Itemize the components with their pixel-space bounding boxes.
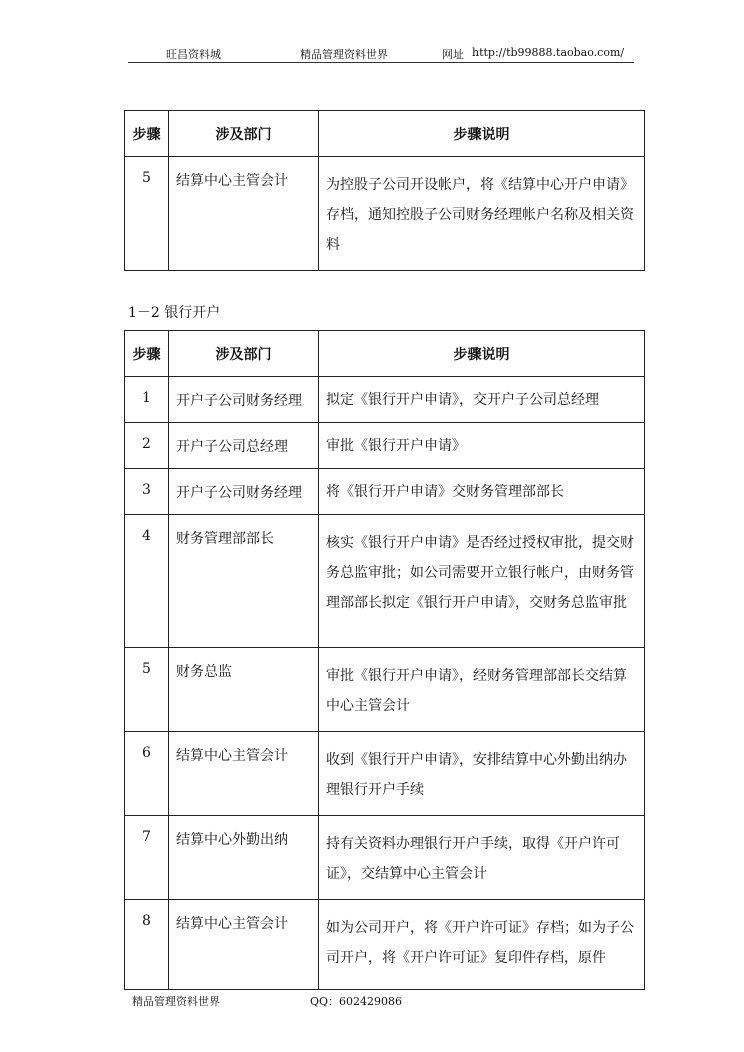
department: 财务总监	[169, 648, 319, 732]
table-bank-account-opening	[124, 330, 645, 990]
step-number: 2	[125, 423, 169, 469]
page-header	[128, 44, 634, 63]
table-row	[125, 377, 645, 423]
step-description: 如为公司开户，将《开户许可证》存档；如为子公司开户，将《开户许可证》复印件存档，原件	[319, 900, 645, 990]
step-description: 收到《银行开户申请》，安排结算中心外勤出纳办理银行开户手续	[319, 732, 645, 816]
table-row	[125, 469, 645, 515]
table-header-row	[125, 111, 645, 157]
footer-qq: QQ：602429086	[310, 995, 403, 1008]
table-row	[125, 816, 645, 900]
table-row	[125, 648, 645, 732]
footer-tagline: 精品管理资料世界	[132, 995, 220, 1008]
department: 结算中心主管会计	[169, 157, 319, 271]
header-url-label: 网址	[442, 48, 464, 61]
col-header-dept: 涉及部门	[169, 111, 319, 157]
step-number: 5	[125, 648, 169, 732]
table-row	[125, 900, 645, 990]
department: 开户子公司总经理	[169, 423, 319, 469]
department: 结算中心外勤出纳	[169, 816, 319, 900]
step-number: 8	[125, 900, 169, 990]
col-header-desc: 步骤说明	[319, 331, 645, 377]
department: 开户子公司财务经理	[169, 377, 319, 423]
step-number: 4	[125, 515, 169, 648]
col-header-step: 步骤	[125, 111, 169, 157]
step-description: 拟定《银行开户申请》，交开户子公司总经理	[319, 377, 645, 423]
step-description: 核实《银行开户申请》是否经过授权审批，提交财务总监审批；如公司需要开立银行帐户，由财务管理部部长拟定《银行开户申请》，交财务总监审批	[319, 515, 645, 648]
department: 结算中心主管会计	[169, 732, 319, 816]
table-row	[125, 732, 645, 816]
col-header-step: 步骤	[125, 331, 169, 377]
step-number: 3	[125, 469, 169, 515]
step-number: 6	[125, 732, 169, 816]
col-header-desc: 步骤说明	[319, 111, 645, 157]
header-tagline: 精品管理资料世界	[300, 48, 388, 61]
table-account-opening-continued	[124, 110, 645, 271]
step-description: 为控股子公司开设帐户，将《结算中心开户申请》存档，通知控股子公司财务经理帐户名称及相关资料	[319, 157, 645, 271]
step-number: 1	[125, 377, 169, 423]
department: 结算中心主管会计	[169, 900, 319, 990]
page-footer	[128, 993, 528, 1009]
header-url[interactable]: http://tb99888.taobao.com/	[472, 46, 625, 59]
table-row	[125, 157, 645, 271]
table-row	[125, 515, 645, 648]
section-title: 1－2 银行开户	[128, 305, 221, 321]
step-number: 5	[125, 157, 169, 271]
col-header-dept: 涉及部门	[169, 331, 319, 377]
header-site-name: 旺昌资料城	[166, 48, 221, 61]
department: 财务管理部部长	[169, 515, 319, 648]
step-description: 审批《银行开户申请》，经财务管理部部长交结算中心主管会计	[319, 648, 645, 732]
table-row	[125, 423, 645, 469]
table-header-row	[125, 331, 645, 377]
step-description: 持有关资料办理银行开户手续，取得《开户许可证》，交结算中心主管会计	[319, 816, 645, 900]
step-description: 将《银行开户申请》交财务管理部部长	[319, 469, 645, 515]
step-number: 7	[125, 816, 169, 900]
department: 开户子公司财务经理	[169, 469, 319, 515]
step-description: 审批《银行开户申请》	[319, 423, 645, 469]
